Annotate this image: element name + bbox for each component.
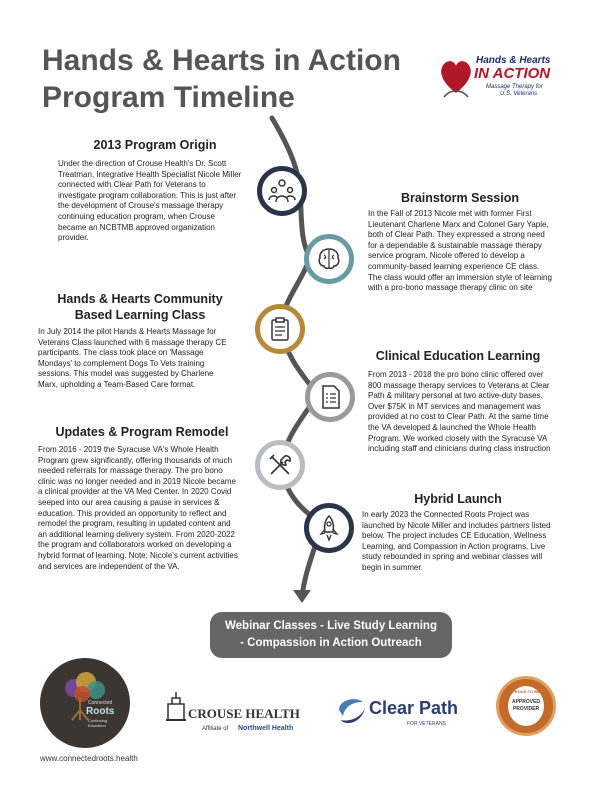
remodel-body: From 2016 - 2019 the Syracuse VA's Whole Health Program grew significantly, offering thousands of much needed referrals for massage therapy. The pro bono clinic was no longer needed and in 2019 Nicole became a clinical provider at the VA Med Center. In 2020 Covid seeped into our area causing a pause in services & education. This provided an opportunity to reflect and remodel the program, resulting in updated content and an additional learning delivery system. From 2020-2022 the program and collaborators worked on developing a hybrid format of learning. Note: Nicole's current activities and services are independent of the VA. (38, 445, 238, 571)
community-heading: Hands & Hearts Community Based Learning Class (57, 292, 223, 322)
clinical-body: From 2013 - 2018 the pro bono clinic offered over 800 massage therapy services to Veterans at Clear Path & military personal at two active-duty bases. Over $75K in MT services and management was provided at no cost to Clear Path. At the same time the VA developed & launched the Whole Health Program. We worked closely with the Syracuse VA including staff and clinicians during class instruction (368, 370, 551, 454)
brain-icon (314, 244, 344, 274)
clear-path-sub: FOR VETERANS (407, 721, 446, 727)
title-line-1: Hands & Hearts in Action (42, 44, 401, 77)
milestone-circle-clinical (305, 372, 355, 422)
logo-line-2: IN ACTION (474, 65, 551, 82)
clear-path-name: Clear Path (369, 698, 459, 718)
milestone-circle-community (255, 304, 305, 354)
remodel-heading: Updates & Program Remodel (55, 425, 229, 439)
seal-mid-1: APPROVED (511, 699, 541, 705)
building-icon (164, 690, 188, 724)
team-icon (267, 176, 297, 206)
clear-path-logo (335, 694, 465, 734)
rocket-icon (314, 513, 344, 543)
title-line-2: Program Timeline (42, 81, 295, 114)
connected-roots-logo (40, 658, 130, 748)
community-body: In July 2014 the pilot Hands & Hearts Massage for Veterans Class launched with 6 massage therapy CE participants. The class took place on 'Massage Mondays' to complement Dogs To Vets training sessions. This model was suggested by Charlene Marx, upholding a Team-Based Care format. (38, 327, 227, 389)
seal-mid-2: PROVIDER (512, 706, 540, 712)
brainstorm-heading: Brainstorm Session (400, 191, 520, 205)
brainstorm-body: In the Fall of 2013 Nicole met with former First Lieutenant Charlene Marx and Colonel Gary Yaple, both of Clear Path. They expressed a strong need for a dependable & sustainable massage therapy service program. Nicole offered to develop a community-based learning experience CE class. The class would offer an immersion style of learning with a pro-bono massage therapy clinic on site (368, 209, 552, 293)
milestone-circle-hybrid (304, 503, 354, 553)
footer-url[interactable]: www.connectedroots.health (40, 754, 138, 763)
hybrid-body: In early 2023 the Connected Roots Project was launched by Nicole Miller and includes partners listed below. The project includes CE Education, Wellness Learning, and Compassion in Action programs. Live study rebounded in spring and webinar classes will begin in summer. (362, 510, 551, 572)
logo-line-3a: Massage Therapy for (486, 84, 543, 90)
milestone-circle-remodel (255, 440, 305, 490)
document-icon (315, 382, 345, 412)
northwell-name: Northwell Health (238, 725, 294, 732)
roots-line-2: Roots (86, 706, 115, 717)
crouse-health-logo (164, 690, 319, 738)
approved-provider-seal (496, 676, 556, 736)
clipboard-icon (265, 314, 295, 344)
milestone-circle-origin (257, 166, 307, 216)
roots-line-3: Continuing (88, 718, 108, 723)
milestone-circle-brainstorm (304, 234, 354, 284)
clinical-heading: Clinical Education Learning (375, 349, 541, 363)
crouse-affiliate: Affiliate of (202, 726, 229, 732)
origin-heading: 2013 Program Origin (93, 138, 217, 152)
roots-line-4: Education (88, 723, 106, 728)
crouse-name: CROUSE HEALTH (188, 706, 300, 721)
hybrid-heading: Hybrid Launch (414, 492, 502, 506)
tree-icon (40, 658, 130, 748)
banner-line-2: - Compassion in Action Outreach (240, 637, 422, 649)
roots-line-1: Connected (88, 700, 113, 706)
logo-line-3b: U.S. Veterans (500, 91, 538, 97)
banner-line-1: Webinar Classes - Live Study Learning (225, 620, 437, 632)
tools-icon (265, 450, 295, 480)
origin-body: Under the direction of Crouse Health's Dr. Scott Treatman, Integrative Health Specialist Nicole Miller connected with Clear Path for Veterans to investigate program collaboration. This is just after the development of Crouse's massage therapy continuing education program, when Crouse became an NCBTMB approved organization provider. (58, 159, 242, 243)
path-swoosh-icon (335, 694, 367, 726)
outreach-banner (210, 612, 452, 658)
seal-top: PROUD TO BE (512, 689, 540, 694)
logo-line-1: Hands & Hearts (476, 55, 551, 66)
